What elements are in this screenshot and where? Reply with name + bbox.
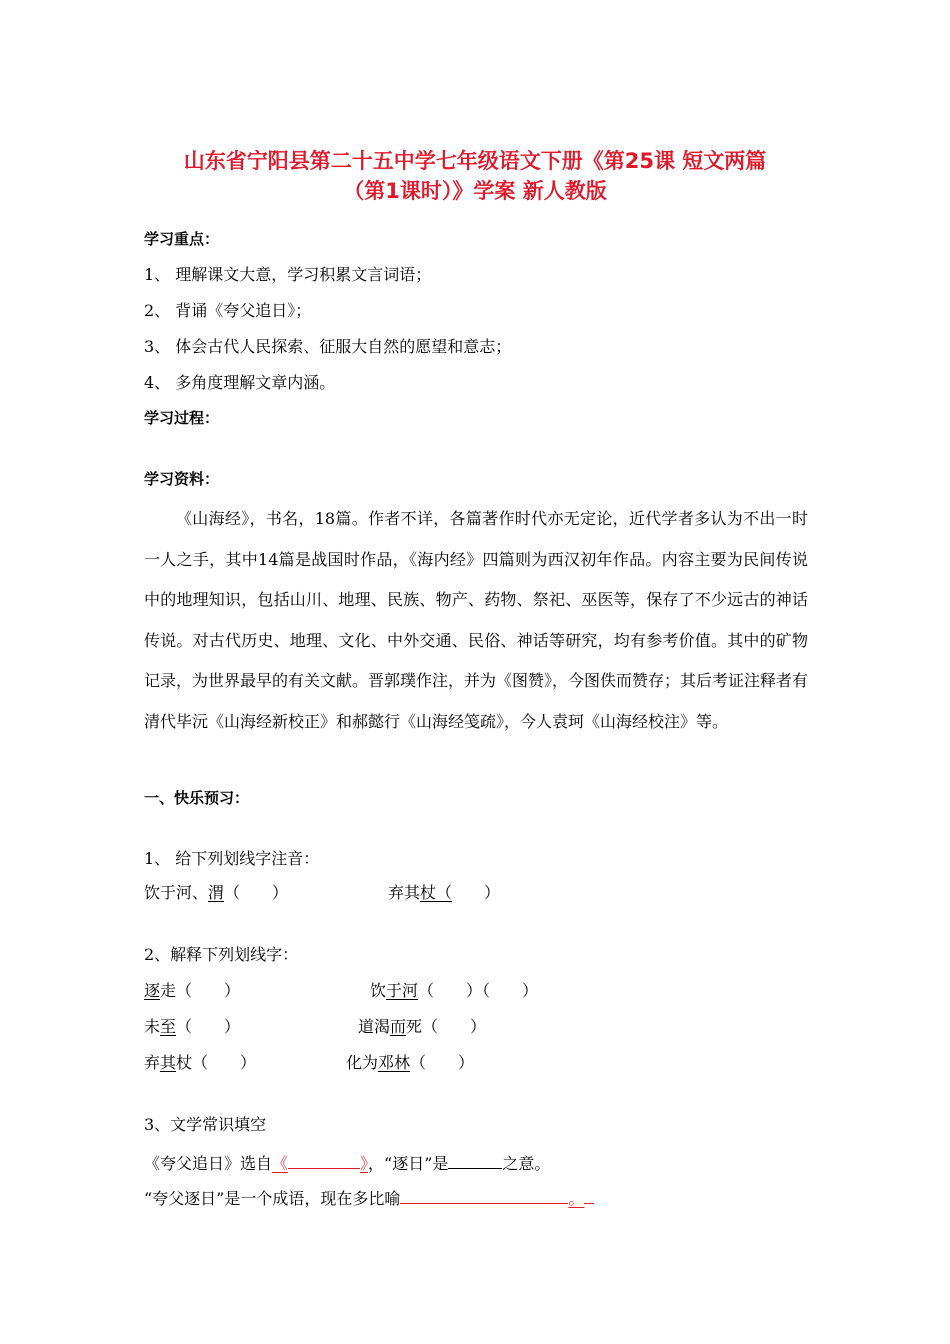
red-period: 。 xyxy=(568,1189,585,1208)
answer-blank[interactable] xyxy=(448,1150,502,1169)
underlined-char: 杖（ xyxy=(420,883,453,902)
document-title xyxy=(100,146,850,206)
q1-item-b: 弃其杖（ ） xyxy=(388,883,501,902)
q2-row-3-right: 化为邓林（ ） xyxy=(346,1053,475,1072)
underlined-char: 而 xyxy=(390,1017,407,1036)
title-line-1: 山东省宁阳县第二十五中学七年级语文下册《第25课 短文两篇 xyxy=(183,149,767,173)
focus-item-1: 1、 理解课文大意，学习积累文言词语； xyxy=(144,265,432,284)
material-paragraph: 《山海经》，书名，18篇。作者不详，各篇著作时代亦无定论，近代学者多认为不出一时一人之手，其中14篇是战国时作品，《海内经》四篇则为西汉初年作品。内容主要为民间传说中的地理知识，包括山川、地理、民族、物产、药物、祭祀、巫医等，保存了不少远古的神话传说。对古代历史、地理、文化、中外交通、民俗、神话等研究，均有参考价值。其中的矿物记录，为世界最早的有关文献。晋郭璞作注，并为《图赞》，今图佚而赞存；其后考证注释者有清代毕沅《山海经新校正》和郝懿行《山海经笺疏》，今人袁珂《山海经校注》等。 xyxy=(144,509,809,731)
underlined-char: 其 xyxy=(160,1053,177,1072)
red-bracket-close: 》 xyxy=(360,1154,369,1173)
q2-row-2-left: 未至（ ） xyxy=(144,1017,241,1036)
answer-blank[interactable] xyxy=(400,1185,568,1204)
q3-heading: 3、文学常识填空 xyxy=(144,1115,267,1134)
q1-item-a: 饮于河、渭（ ） xyxy=(144,883,289,902)
q2-row-2-right: 道渴而死（ ） xyxy=(358,1017,487,1036)
section-1-heading: 一、快乐预习： xyxy=(144,789,250,807)
q2-row-1-right: 饮于河（ ）（ ） xyxy=(370,981,539,1000)
q3-line-2: “夸父逐日”是一个成语，现在多比喻 。 xyxy=(144,1185,594,1210)
red-bracket-open: 《 xyxy=(272,1154,289,1173)
answer-blank-tail xyxy=(584,1185,594,1204)
material-heading: 学习资料： xyxy=(144,470,220,488)
q2-row-1-left: 逐走（ ） xyxy=(144,981,241,1000)
focus-heading: 学习重点： xyxy=(144,230,220,248)
focus-item-3: 3、 体会古代人民探索、征服大自然的愿望和意志； xyxy=(144,337,512,356)
focus-item-4: 4、 多角度理解文章内涵。 xyxy=(144,373,336,392)
focus-item-2: 2、 背诵《夸父追日》； xyxy=(144,301,312,320)
underlined-char: 于河 xyxy=(386,981,419,1000)
q1-heading: 1、 给下列划线字注音： xyxy=(144,849,320,868)
underlined-char: 逐 xyxy=(144,981,161,1000)
title-line-2: （第1课时）》学案 新人教版 xyxy=(343,179,607,203)
underlined-char: 邓林 xyxy=(378,1053,411,1072)
process-heading: 学习过程： xyxy=(144,409,220,427)
q2-heading: 2、解释下列划线字： xyxy=(144,945,299,964)
q2-row-3-left: 弃其杖（ ） xyxy=(144,1053,257,1072)
underlined-char: 渭 xyxy=(208,883,225,902)
q3-line-1: 《夸父追日》选自《 》，“逐日”是 之意。 xyxy=(144,1150,550,1175)
answer-blank[interactable] xyxy=(288,1150,360,1169)
underlined-char: 至 xyxy=(160,1017,177,1036)
